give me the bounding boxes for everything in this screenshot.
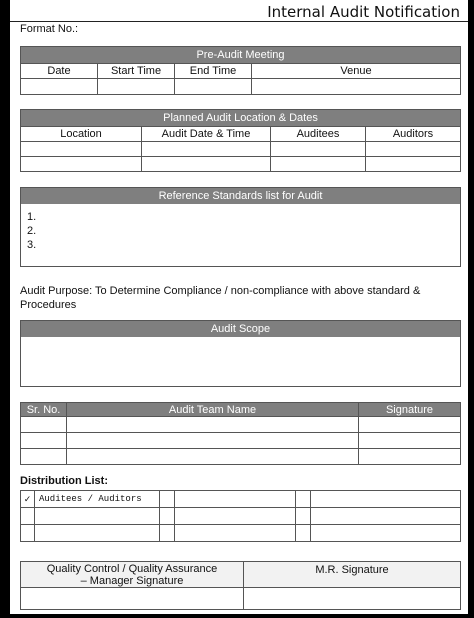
auditors-cell[interactable] <box>366 157 461 172</box>
auditors-cell[interactable] <box>366 142 461 157</box>
col-start-time: Start Time <box>98 64 175 79</box>
start-time-cell[interactable] <box>98 79 175 95</box>
col-end-time: End Time <box>175 64 252 79</box>
col-venue: Venue <box>252 64 461 79</box>
sr-no-cell[interactable] <box>21 433 67 449</box>
audit-purpose: Audit Purpose: To Determine Compliance / non-compliance with above standard & Procedures <box>20 285 421 311</box>
audit-scope-box[interactable] <box>20 320 461 387</box>
title-rule <box>10 21 468 22</box>
distribution-cell[interactable] <box>175 525 296 542</box>
auditees-cell[interactable] <box>271 157 366 172</box>
check-cell[interactable] <box>21 525 35 542</box>
audit-date-cell[interactable] <box>142 157 271 172</box>
team-name-cell[interactable] <box>67 449 359 465</box>
col-auditees: Auditees <box>271 127 366 142</box>
end-time-cell[interactable] <box>175 79 252 95</box>
distribution-cell[interactable] <box>35 508 160 525</box>
audit-date-cell[interactable] <box>142 142 271 157</box>
distribution-cell[interactable] <box>311 491 461 508</box>
mr-signature-cell[interactable] <box>244 588 461 610</box>
audit-team-table <box>20 402 461 465</box>
distribution-cell[interactable] <box>311 525 461 542</box>
check-cell[interactable] <box>160 491 175 508</box>
scope-heading: Audit Scope <box>21 321 460 337</box>
signature-cell[interactable] <box>359 449 461 465</box>
sr-no-cell[interactable] <box>21 417 67 433</box>
sr-no-cell[interactable] <box>21 449 67 465</box>
auditees-cell[interactable] <box>271 142 366 157</box>
pre-audit-heading: Pre-Audit Meeting <box>21 47 461 64</box>
col-signature: Signature <box>359 403 461 417</box>
distribution-cell[interactable] <box>175 508 296 525</box>
col-date: Date <box>21 64 98 79</box>
list-item: 1. <box>27 211 37 223</box>
signature-table <box>20 561 461 610</box>
reference-list[interactable] <box>21 204 460 252</box>
team-name-cell[interactable] <box>67 433 359 449</box>
distribution-table <box>20 490 461 542</box>
page-title: Internal Audit Notification <box>267 3 460 21</box>
list-item: 2. <box>27 225 37 237</box>
qa-manager-signature-label <box>21 562 244 588</box>
list-item: 3. <box>27 239 37 251</box>
format-no-label: Format No.: <box>20 23 79 35</box>
planned-audit-table <box>20 109 461 172</box>
mr-signature-label: M.R. Signature <box>244 562 461 588</box>
audit-notification-form <box>10 0 468 614</box>
check-icon[interactable]: ✓ <box>21 491 35 508</box>
col-sr-no: Sr. No. <box>21 403 67 417</box>
col-audit-date: Audit Date & Time <box>142 127 271 142</box>
location-cell[interactable] <box>21 157 142 172</box>
check-cell[interactable] <box>160 508 175 525</box>
col-team-name: Audit Team Name <box>67 403 359 417</box>
location-cell[interactable] <box>21 142 142 157</box>
reference-heading: Reference Standards list for Audit <box>21 188 460 204</box>
reference-standards-box <box>20 187 461 267</box>
check-cell[interactable] <box>296 491 311 508</box>
col-location: Location <box>21 127 142 142</box>
team-name-cell[interactable] <box>67 417 359 433</box>
qa-label-line2: – Manager Signature <box>80 574 184 587</box>
pre-audit-table <box>20 46 461 95</box>
distribution-cell[interactable] <box>175 491 296 508</box>
venue-cell[interactable] <box>252 79 461 95</box>
distribution-cell[interactable] <box>35 525 160 542</box>
qa-label-line1: Quality Control / Quality Assurance <box>46 562 218 575</box>
check-cell[interactable] <box>296 508 311 525</box>
signature-cell[interactable] <box>359 433 461 449</box>
date-cell[interactable] <box>21 79 98 95</box>
check-cell[interactable] <box>296 525 311 542</box>
check-cell[interactable] <box>160 525 175 542</box>
qa-signature-cell[interactable] <box>21 588 244 610</box>
distribution-list-label: Distribution List: <box>20 475 108 487</box>
signature-cell[interactable] <box>359 417 461 433</box>
distribution-cell[interactable] <box>311 508 461 525</box>
col-auditors: Auditors <box>366 127 461 142</box>
check-cell[interactable] <box>21 508 35 525</box>
distribution-first-item: Auditees / Auditors <box>35 491 160 508</box>
planned-heading: Planned Audit Location & Dates <box>21 110 461 127</box>
